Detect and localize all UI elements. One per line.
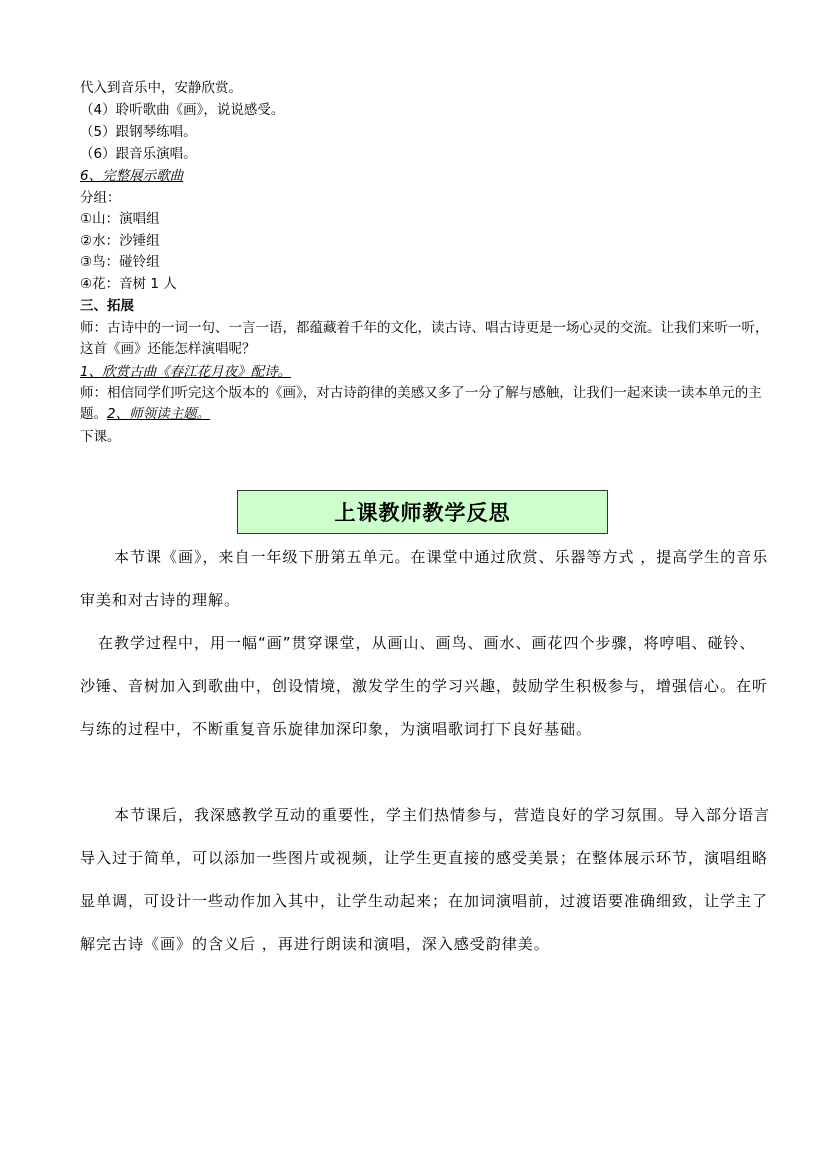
section-heading: 三、拓展 bbox=[80, 298, 134, 314]
group-item: ④花：音树 1 人 bbox=[80, 276, 177, 292]
reflection-paragraph-2: 在教学过程中，用一幅“画”贯穿课堂，从画山、画鸟、画水、画花四个步骤，将哼唱、碰铃、沙锤、音树加入到歌曲中，创设情境，激发学生的学习兴趣，鼓励学生积极参与，增强信心。在听与练的过程中，不断重复音乐旋律加深印象，为演唱歌词打下良好基础。 bbox=[80, 634, 769, 738]
grouping-label: 分组： bbox=[80, 190, 121, 206]
teacher-paragraph-2 bbox=[80, 383, 770, 425]
reflection-title-box bbox=[237, 490, 608, 534]
teacher-paragraph: 师：古诗中的一词一句、一言一语，都蕴藏着千年的文化，读古诗、唱古诗更是一场心灵的交流。让我们来听一听，这首《画》还能怎样演唱呢？ bbox=[80, 320, 769, 357]
end-class-line: 下课。 bbox=[80, 429, 121, 445]
group-item: ①山：演唱组 bbox=[80, 211, 160, 227]
reflection-paragraph-1: 本节课《画》，来自一年级下册第五单元。在课堂中通过欣赏、乐器等方式 ，提高学生的音乐审美和对古诗的理解。 bbox=[80, 548, 769, 609]
group-item: ③鸟：碰铃组 bbox=[80, 254, 160, 270]
text-line: 代入到音乐中，安静欣赏。 bbox=[80, 80, 242, 96]
activity-2: 2、师领读主题。 bbox=[107, 406, 211, 422]
section-6-prefix: 6、 bbox=[80, 168, 103, 184]
step-5-line: （5）跟钢琴练唱。 bbox=[80, 124, 197, 140]
section-6-title: 完整展示歌曲 bbox=[102, 168, 184, 184]
reflection-paragraph-3: 本节课后，我深感教学互动的重要性，学主们热情参与，营造良好的学习氛围。导入部分语言导入过于简单，可以添加一些图片或视频，让学生更直接的感受美景；在整体展示环节，演唱组略显单调，可设计一些动作加入其中，让学生动起来；在加词演唱前，过渡语要准确细致，让学主了解完古诗《画》的含义后 ，再进行朗读和演唱，深入感受韵律美。 bbox=[80, 806, 771, 953]
group-item: ②水：沙锤组 bbox=[80, 233, 160, 249]
step-6-line: （6）跟音乐演唱。 bbox=[80, 146, 197, 162]
section-6-line bbox=[80, 166, 183, 187]
step-4-line: （4）聆听歌曲《画》，说说感受。 bbox=[80, 102, 285, 118]
reflection-title: 上课教师教学反思 bbox=[334, 501, 511, 525]
teacher-text: 师：相信同学们听完这个版本的《画》，对古诗韵律的美感又多了一分了解与感触，让我们一起来读一读本单元的主题。 bbox=[80, 385, 762, 422]
activity-1: 1、欣赏古曲《春江花月夜》配诗。 bbox=[80, 364, 292, 380]
